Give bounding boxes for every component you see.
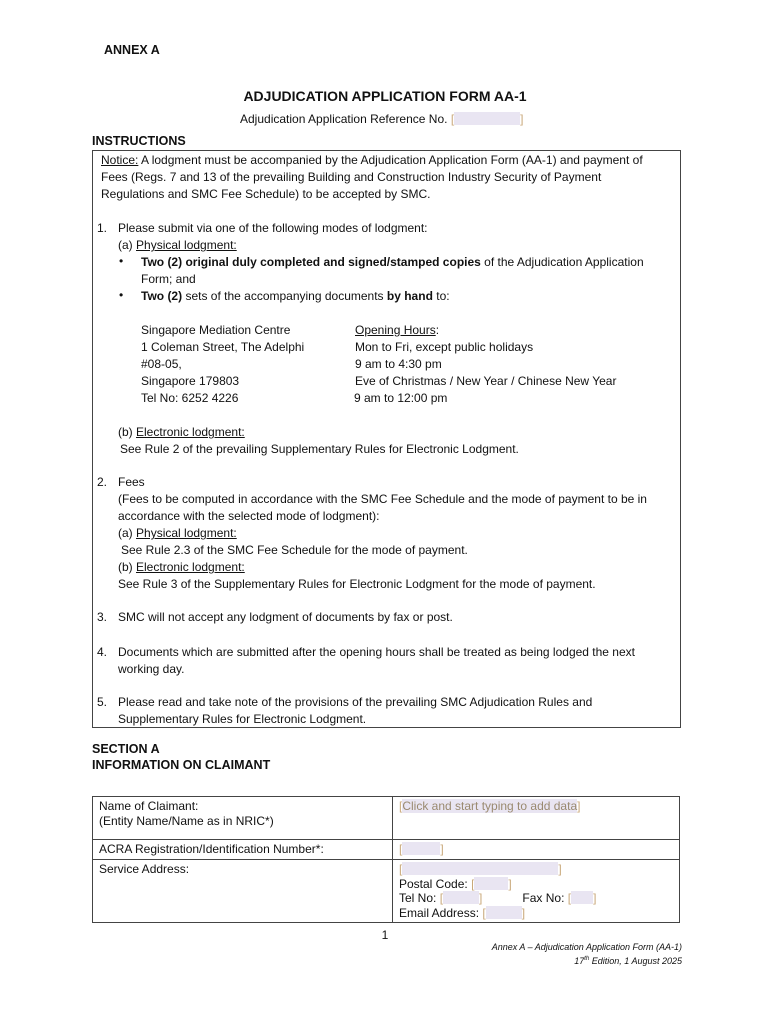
claimant-info-table: [92, 796, 680, 923]
edition-number: 17: [574, 956, 585, 966]
tel-field[interactable]: [443, 891, 479, 904]
bullet1-bold: Two (2) original duly completed and signed/stamped copies: [141, 255, 481, 269]
address-line: Singapore 179803: [141, 374, 240, 388]
section-a-subtitle: INFORMATION ON CLAIMANT: [92, 758, 271, 772]
page-number: 1: [381, 928, 389, 942]
section-a-heading: [92, 741, 270, 773]
acra-label-cell: [93, 840, 393, 860]
hours-line: 9 am to 12:00 pm: [354, 391, 448, 405]
tel-label: Tel No:: [399, 891, 437, 905]
fax-field[interactable]: [571, 891, 593, 904]
bullet-icon: •: [119, 288, 124, 302]
bullet2-bold2: by hand: [386, 289, 433, 303]
item1-number: 1.: [97, 221, 108, 235]
hours-line: Eve of Christmas / New Year / Chinese New Year: [355, 374, 617, 388]
item2-b-label: Electronic lodgment:: [136, 560, 245, 574]
hours-line: 9 am to 4:30 pm: [355, 357, 442, 371]
item2-a: [118, 526, 237, 541]
address-line: Singapore Mediation Centre: [141, 323, 291, 337]
footer-note: [492, 941, 682, 967]
fax-label: Fax No:: [522, 891, 565, 905]
item1-bullet1-line2: Form; and: [141, 272, 196, 286]
address-line: Tel No: 6252 4226: [141, 391, 239, 405]
item4-text2: working day.: [118, 662, 185, 676]
service-address-field[interactable]: [402, 862, 558, 875]
acra-label: ACRA Registration/Identification Number*:: [99, 842, 324, 856]
bullet-icon: •: [119, 254, 124, 268]
hours-line: Mon to Fri, except public holidays: [355, 340, 534, 354]
item2-a-text: See Rule 2.3 of the SMC Fee Schedule for the mode of payment.: [121, 543, 468, 557]
item2-text2: accordance with the selected mode of lodgment):: [118, 509, 380, 523]
item2-b-text: See Rule 3 of the Supplementary Rules for Electronic Lodgment for the mode of payment.: [118, 577, 596, 591]
item3-number: 3.: [97, 610, 108, 624]
section-a-title: SECTION A: [92, 742, 160, 756]
email-field[interactable]: [486, 906, 522, 919]
notice-line-1: [101, 153, 643, 168]
address-line: #08-05,: [141, 357, 182, 371]
edition-text: Edition, 1 August 2025: [589, 956, 682, 966]
item1-a: [118, 238, 237, 253]
item2-b: [118, 560, 245, 575]
item1-b-prefix: (b): [118, 425, 133, 439]
postal-code-label: Postal Code:: [399, 876, 468, 891]
claimant-name-label: Name of Claimant:: [99, 799, 199, 813]
reference-line: Adjudication Application Reference No. [ ]: [240, 112, 524, 126]
item5-number: 5.: [97, 695, 108, 709]
claimant-name-label-cell: [93, 797, 393, 840]
item2-a-label: Physical lodgment:: [136, 526, 237, 540]
item1-b-text: See Rule 2 of the prevailing Supplementary Rules for Electronic Lodgment.: [120, 442, 519, 456]
bullet2-end: to:: [432, 289, 450, 303]
item4-text1: Documents which are submitted after the opening hours shall be treated as being lodged the next: [118, 645, 635, 659]
notice-line-3: Regulations and SMC Fee Schedule) to be accepted by SMC.: [101, 187, 431, 201]
item3-text: SMC will not accept any lodgment of documents by fax or post.: [118, 610, 453, 624]
edition-suffix: th: [584, 956, 590, 962]
table-row: [93, 860, 680, 923]
notice-text-1: A lodgment must be accompanied by the Adjudication Application Form (AA-1) and payment of: [138, 153, 643, 167]
acra-number-field[interactable]: [402, 842, 440, 855]
bullet2-mid: sets of the accompanying documents: [182, 289, 387, 303]
item1-a-prefix: (a): [118, 238, 133, 252]
service-address-label-cell: [93, 860, 393, 923]
instructions-box: [92, 150, 681, 728]
email-label: Email Address:: [399, 905, 480, 920]
acra-cell: [ ]: [393, 840, 680, 860]
notice-label: Notice:: [101, 153, 139, 167]
claimant-name-sublabel: (Entity Name/Name as in NRIC*): [99, 814, 274, 828]
item5-text2: Supplementary Rules for Electronic Lodgment.: [118, 712, 367, 726]
service-address-label: Service Address:: [99, 862, 190, 876]
notice-line-2: Fees (Regs. 7 and 13 of the prevailing Building and Construction Industry Security of Payment: [101, 170, 602, 184]
instructions-heading: INSTRUCTIONS: [92, 134, 186, 148]
address-line: 1 Coleman Street, The Adelphi: [141, 340, 305, 354]
reference-number-field[interactable]: [454, 112, 520, 125]
table-row: [93, 840, 680, 860]
opening-hours-heading: [355, 323, 439, 338]
claimant-name-cell: [Click and start typing to add data]: [393, 797, 680, 840]
table-row: [93, 797, 680, 840]
annex-label: ANNEX A: [104, 43, 160, 57]
footer-line-2: [492, 953, 682, 967]
item1-bullet2: [141, 289, 450, 304]
claimant-name-field[interactable]: Click and start typing to add data: [402, 799, 578, 813]
item1-bullet1: [141, 255, 644, 270]
item2-a-prefix: (a): [118, 526, 133, 540]
footer-line-1: Annex A – Adjudication Application Form (AA-1): [491, 942, 682, 952]
item1-text: Please submit via one of the following modes of lodgment:: [118, 221, 428, 235]
opening-hours-colon: :: [435, 323, 440, 337]
bullet2-bold: Two (2): [141, 289, 183, 303]
item2-number: 2.: [97, 475, 108, 489]
opening-hours-label: Opening Hours: [355, 323, 436, 337]
item2-text1: (Fees to be computed in accordance with the SMC Fee Schedule and the mode of payment to be in: [118, 492, 647, 506]
postal-code-field[interactable]: [474, 877, 508, 890]
item4-number: 4.: [97, 645, 108, 659]
item5-text1: Please read and take note of the provisions of the prevailing SMC Adjudication Rules and: [118, 695, 593, 709]
service-address-cell: [ ] Postal Code: [ ] Tel No: [ ] Fax No: [ ] Email Address: [ ]: [393, 860, 680, 923]
bullet1-rest: of the Adjudication Application: [480, 255, 644, 269]
item2-b-prefix: (b): [118, 560, 133, 574]
item1-b-label: Electronic lodgment:: [136, 425, 245, 439]
form-title: ADJUDICATION APPLICATION FORM AA-1: [243, 88, 527, 104]
item1-a-label: Physical lodgment:: [136, 238, 237, 252]
reference-label: Adjudication Application Reference No.: [240, 112, 448, 126]
item1-b: [118, 425, 245, 440]
item2-title: Fees: [118, 475, 145, 489]
